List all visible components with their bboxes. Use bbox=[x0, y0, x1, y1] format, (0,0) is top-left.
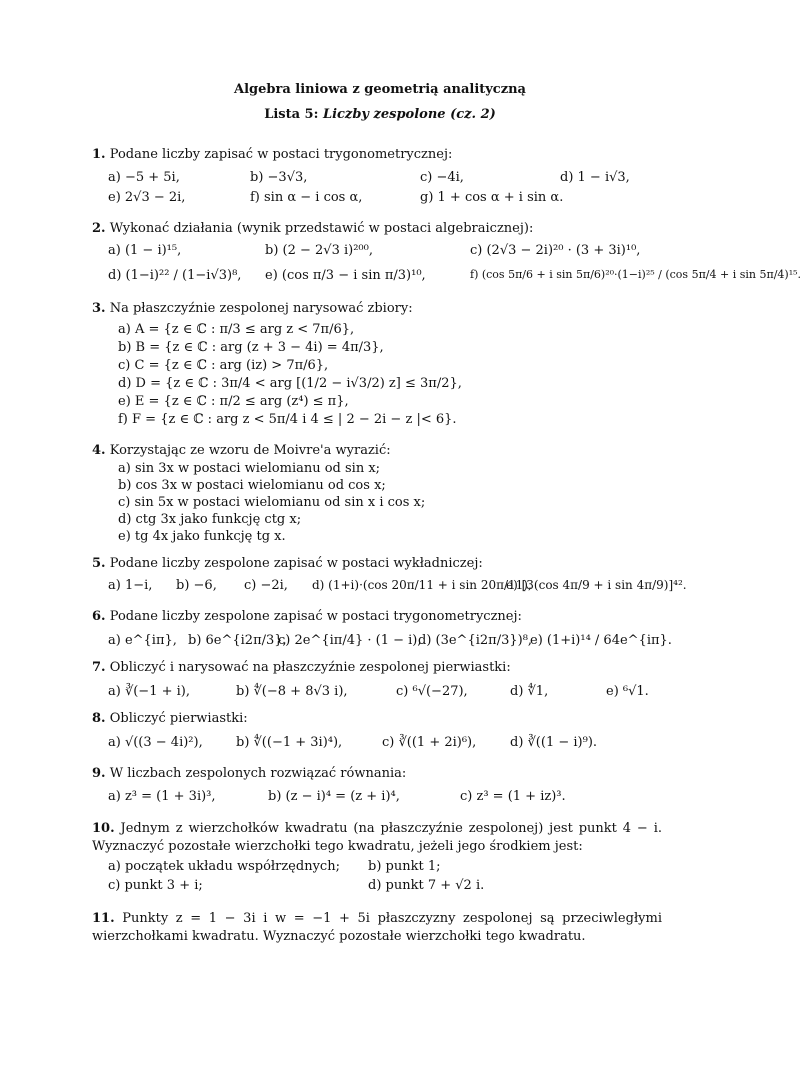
item: c) z³ = (1 + iz)³. bbox=[460, 789, 566, 804]
problem-text: Na płaszczyźnie zespolonej narysować zbiory: bbox=[109, 301, 413, 316]
item: c) (2√3 − 2i)²⁰ · (3 + 3i)¹⁰, bbox=[470, 243, 641, 258]
item: c) punkt 3 + i; bbox=[108, 878, 203, 893]
item: d) punkt 7 + √2 i. bbox=[368, 878, 485, 893]
problem-number: 6. bbox=[92, 609, 106, 624]
item: g) 1 + cos α + i sin α. bbox=[420, 190, 564, 205]
problem-3 bbox=[92, 300, 667, 318]
item: d) (1−i)²² / (1−i√3)⁸, bbox=[108, 268, 242, 283]
item: d) ∜1, bbox=[510, 684, 549, 699]
item: b) B = {z ∈ ℂ : arg (z + 3 − 4i) = 4π/3}, bbox=[118, 340, 384, 355]
list-title bbox=[0, 107, 760, 122]
item: d) ∛((1 − i)⁹). bbox=[510, 735, 598, 750]
problem-number: 9. bbox=[92, 766, 106, 781]
item: c) 2e^{iπ/4} · (1 − i), bbox=[278, 633, 422, 648]
problem-number: 3. bbox=[92, 301, 106, 316]
item: f) F = {z ∈ ℂ : arg z < 5π/4 i 4 ≤ | 2 − 2i − z |< 6}. bbox=[118, 412, 457, 427]
item: a) ∛(−1 + i), bbox=[108, 684, 190, 699]
problem-number: 7. bbox=[92, 660, 106, 675]
problem-text: Podane liczby zespolone zapisać w postaci trygonometrycznej: bbox=[109, 609, 522, 624]
problem-text: Obliczyć pierwiastki: bbox=[109, 711, 248, 726]
item: f) (cos 5π/6 + i sin 5π/6)²⁰·(1−i)²⁵ / (cos 5π/4 + i sin 5π/4)¹⁵. bbox=[470, 268, 801, 281]
problem-text: Punkty z = 1 − 3i i w = −1 + 5i płaszczyzny zespolonej są przeciwległymi wierzchołkami kwadratu. Wyznaczyć pozostałe wierzchołki tego kwadratu. bbox=[92, 911, 662, 944]
list-label: Lista 5: bbox=[264, 107, 319, 122]
item: a) z³ = (1 + 3i)³, bbox=[108, 789, 216, 804]
problem-text: W liczbach zespolonych rozwiązać równania: bbox=[109, 766, 407, 781]
problem-number: 11. bbox=[92, 911, 115, 926]
item: e) (1+i)¹⁴ / 64e^{iπ}. bbox=[530, 633, 672, 648]
problem-number: 8. bbox=[92, 711, 106, 726]
item: a) 1−i, bbox=[108, 578, 153, 593]
item: d) 1 − i√3, bbox=[560, 170, 630, 185]
item: b) ∜(−8 + 8√3 i), bbox=[236, 684, 348, 699]
problem-text: Podane liczby zespolone zapisać w postaci wykładniczej: bbox=[109, 556, 483, 571]
item: a) A = {z ∈ ℂ : π/3 ≤ arg z < 7π/6}, bbox=[118, 322, 355, 337]
problem-number: 4. bbox=[92, 443, 106, 458]
problem-number: 2. bbox=[92, 221, 106, 236]
problem-7 bbox=[92, 659, 667, 677]
problem-10 bbox=[92, 820, 662, 856]
item: e) E = {z ∈ ℂ : π/2 ≤ arg (z⁴) ≤ π}, bbox=[118, 394, 349, 409]
problem-6 bbox=[92, 608, 667, 626]
problem-9 bbox=[92, 765, 667, 783]
problem-1 bbox=[92, 146, 667, 164]
problem-text: Obliczyć i narysować na płaszczyźnie zespolonej pierwiastki: bbox=[109, 660, 511, 675]
item: c) sin 5x w postaci wielomianu od sin x i cos x; bbox=[118, 495, 426, 510]
item: c) ∛((1 + 2i)⁶), bbox=[382, 735, 477, 750]
list-topic: Liczby zespolone (cz. 2) bbox=[322, 107, 496, 122]
item: b) punkt 1; bbox=[368, 859, 441, 874]
item: a) e^{iπ}, bbox=[108, 633, 177, 648]
item: e) (cos π/3 − i sin π/3)¹⁰, bbox=[265, 268, 426, 283]
item: c) −4i, bbox=[420, 170, 464, 185]
item: d) (3e^{i2π/3})⁸, bbox=[418, 633, 533, 648]
course-title: Algebra liniowa z geometrią analityczną bbox=[234, 82, 526, 97]
item: e) [3(cos 4π/9 + i sin 4π/9)]⁴². bbox=[506, 578, 687, 592]
item: b) −3√3, bbox=[250, 170, 308, 185]
problem-text: Wykonać działania (wynik przedstawić w postaci algebraicznej): bbox=[109, 221, 534, 236]
problem-8 bbox=[92, 710, 667, 728]
item: b) cos 3x w postaci wielomianu od cos x; bbox=[118, 478, 386, 493]
problem-2 bbox=[92, 220, 667, 238]
item: b) −6, bbox=[176, 578, 217, 593]
item: b) ∜((−1 + 3i)⁴), bbox=[236, 735, 343, 750]
item: d) D = {z ∈ ℂ : 3π/4 < arg [(1/2 − i√3/2) z] ≤ 3π/2}, bbox=[118, 376, 462, 391]
problem-text: Podane liczby zapisać w postaci trygonometrycznej: bbox=[109, 147, 453, 162]
item: a) −5 + 5i, bbox=[108, 170, 180, 185]
item: a) (1 − i)¹⁵, bbox=[108, 243, 182, 258]
problem-number: 5. bbox=[92, 556, 106, 571]
problem-4 bbox=[92, 442, 667, 460]
problem-text: Korzystając ze wzoru de Moivre'a wyrazić: bbox=[109, 443, 391, 458]
item: d) ctg 3x jako funkcję ctg x; bbox=[118, 512, 302, 527]
problem-text: Jednym z wierzchołków kwadratu (na płaszczyźnie zespolonej) jest punkt 4 − i. Wyznaczyć pozostałe wierzchołki tego kwadratu, jeżeli jego środkiem jest: bbox=[92, 821, 662, 854]
problem-5 bbox=[92, 555, 667, 573]
item: d) (1+i)·(cos 20π/11 + i sin 20π/11), bbox=[312, 578, 532, 592]
item: c) −2i, bbox=[244, 578, 288, 593]
item: a) sin 3x w postaci wielomianu od sin x; bbox=[118, 461, 381, 476]
item: c) ⁶√(−27), bbox=[396, 684, 468, 699]
item: c) C = {z ∈ ℂ : arg (iz) > 7π/6}, bbox=[118, 358, 329, 373]
problem-11 bbox=[92, 910, 662, 946]
item: e) tg 4x jako funkcję tg x. bbox=[118, 529, 286, 544]
item: e) ⁶√1. bbox=[606, 684, 649, 699]
item: a) √((3 − 4i)²), bbox=[108, 735, 203, 750]
problem-number: 1. bbox=[92, 147, 106, 162]
item: b) 6e^{i2π/3}, bbox=[188, 633, 287, 648]
item: b) (z − i)⁴ = (z + i)⁴, bbox=[268, 789, 400, 804]
item: a) początek układu współrzędnych; bbox=[108, 859, 340, 874]
item: b) (2 − 2√3 i)²⁰⁰, bbox=[265, 243, 373, 258]
item: f) sin α − i cos α, bbox=[250, 190, 363, 205]
problem-number: 10. bbox=[92, 821, 115, 836]
item: e) 2√3 − 2i, bbox=[108, 190, 186, 205]
